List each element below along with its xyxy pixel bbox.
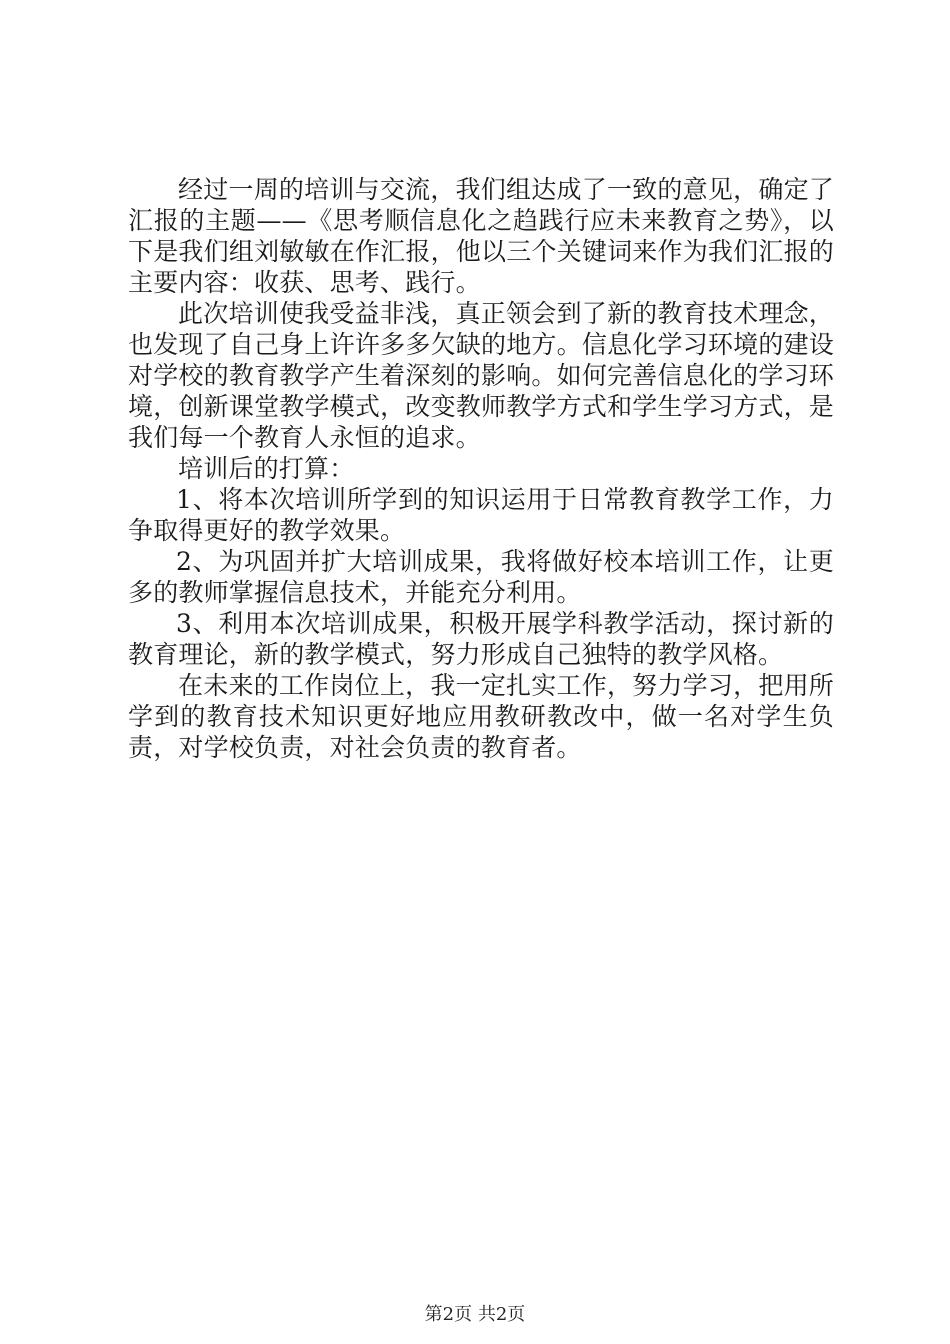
plan-item-3: 3、利用本次培训成果，积极开展学科教学活动，探讨新的教育理论，新的教学模式，努力形成自己独特的教学风格。: [128, 609, 834, 669]
document-body: [128, 174, 834, 763]
paragraph-reflection: 此次培训使我受益非浅，真正领会到了新的教育技术理念，也发现了自己身上许许多多欠缺的地方。信息化学习环境的建设对学校的教育教学产生着深刻的影响。如何完善信息化的学习环境，创新课堂教学模式，改变教师教学方式和学生学习方式，是我们每一个教育人永恒的追求。: [128, 299, 834, 452]
paragraph-conclusion: 在未来的工作岗位上，我一定扎实工作，努力学习，把用所学到的教育技术知识更好地应用教研教改中，做一名对学生负责，对学校负责，对社会负责的教育者。: [128, 671, 834, 762]
paragraph-plan-heading: 培训后的打算：: [178, 454, 355, 483]
plan-item-1: 1、将本次培训所学到的知识运用于日常教育教学工作，力争取得更好的教学效果。: [128, 485, 834, 545]
plan-item-2: 2、为巩固并扩大培训成果，我将做好校本培训工作，让更多的教师掌握信息技术，并能充分利用。: [128, 547, 834, 607]
page-number: 第2页 共2页: [424, 1304, 526, 1325]
page-footer: [0, 1300, 950, 1326]
paragraph-intro: 经过一周的培训与交流，我们组达成了一致的意见，确定了汇报的主题——《思考顺信息化之趋践行应未来教育之势》，以下是我们组刘敏敏在作汇报，他以三个关键词来作为我们汇报的主要内容：收获、思考、践行。: [128, 175, 834, 297]
